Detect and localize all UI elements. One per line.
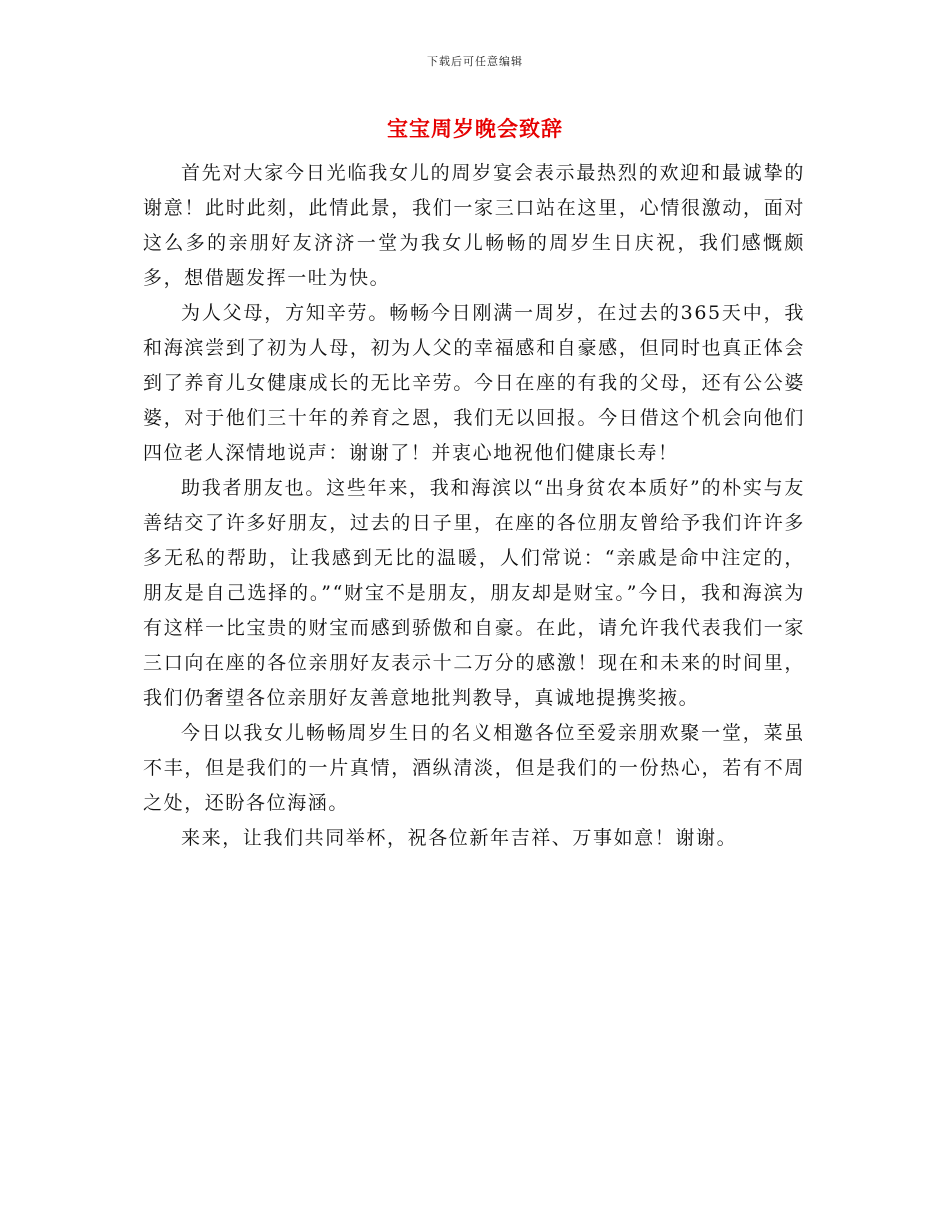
paragraph-2: 为人父母，方知辛劳。畅畅今日刚满一周岁，在过去的365天中，我和海滨尝到了初为人母，初为人父的幸福感和自豪感，但同时也真正体会到了养育儿女健康成长的无比辛劳。今日在座的有我的父母，还有公公婆婆，对于他们三十年的养育之恩，我们无以回报。今日借这个机会向他们四位老人深情地说声：谢谢了！并衷心地祝他们健康长寿！ — [143, 302, 805, 464]
paragraph-4: 今日以我女儿畅畅周岁生日的名义相邀各位至爱亲朋欢聚一堂，菜虽不丰，但是我们的一片真情，酒纵清淡，但是我们的一份热心，若有不周之处，还盼各位海涵。 — [143, 722, 805, 814]
document-body — [143, 156, 805, 856]
paragraph-3: 助我者朋友也。这些年来，我和海滨以“出身贫农本质好”的朴实与友善结交了许多好朋友，过去的日子里，在座的各位朋友曾给予我们许许多多无私的帮助，让我感到无比的温暖，人们常说：“亲戚是命中注定的，朋友是自己选择的。”“财宝不是朋友，朋友却是财宝。”今日，我和海滨为有这样一比宝贵的财宝而感到骄傲和自豪。在此，请允许我代表我们一家三口向在座的各位亲朋好友表示十二万分的感激！现在和未来的时间里，我们仍奢望各位亲朋好友善意地批判教导，真诚地提携奖掖。 — [143, 477, 805, 709]
paragraph-1: 首先对大家今日光临我女儿的周岁宴会表示最热烈的欢迎和最诚挚的谢意！此时此刻，此情此景，我们一家三口站在这里，心情很激动，面对这么多的亲朋好友济济一堂为我女儿畅畅的周岁生日庆祝，我们感慨颇多，想借题发挥一吐为快。 — [143, 162, 805, 289]
header-note: 下载后可任意编辑 — [427, 55, 523, 68]
document-title: 宝宝周岁晚会致辞 — [387, 117, 563, 141]
paragraph-5: 来来，让我们共同举杯，祝各位新年吉祥、万事如意！谢谢。 — [181, 827, 738, 849]
